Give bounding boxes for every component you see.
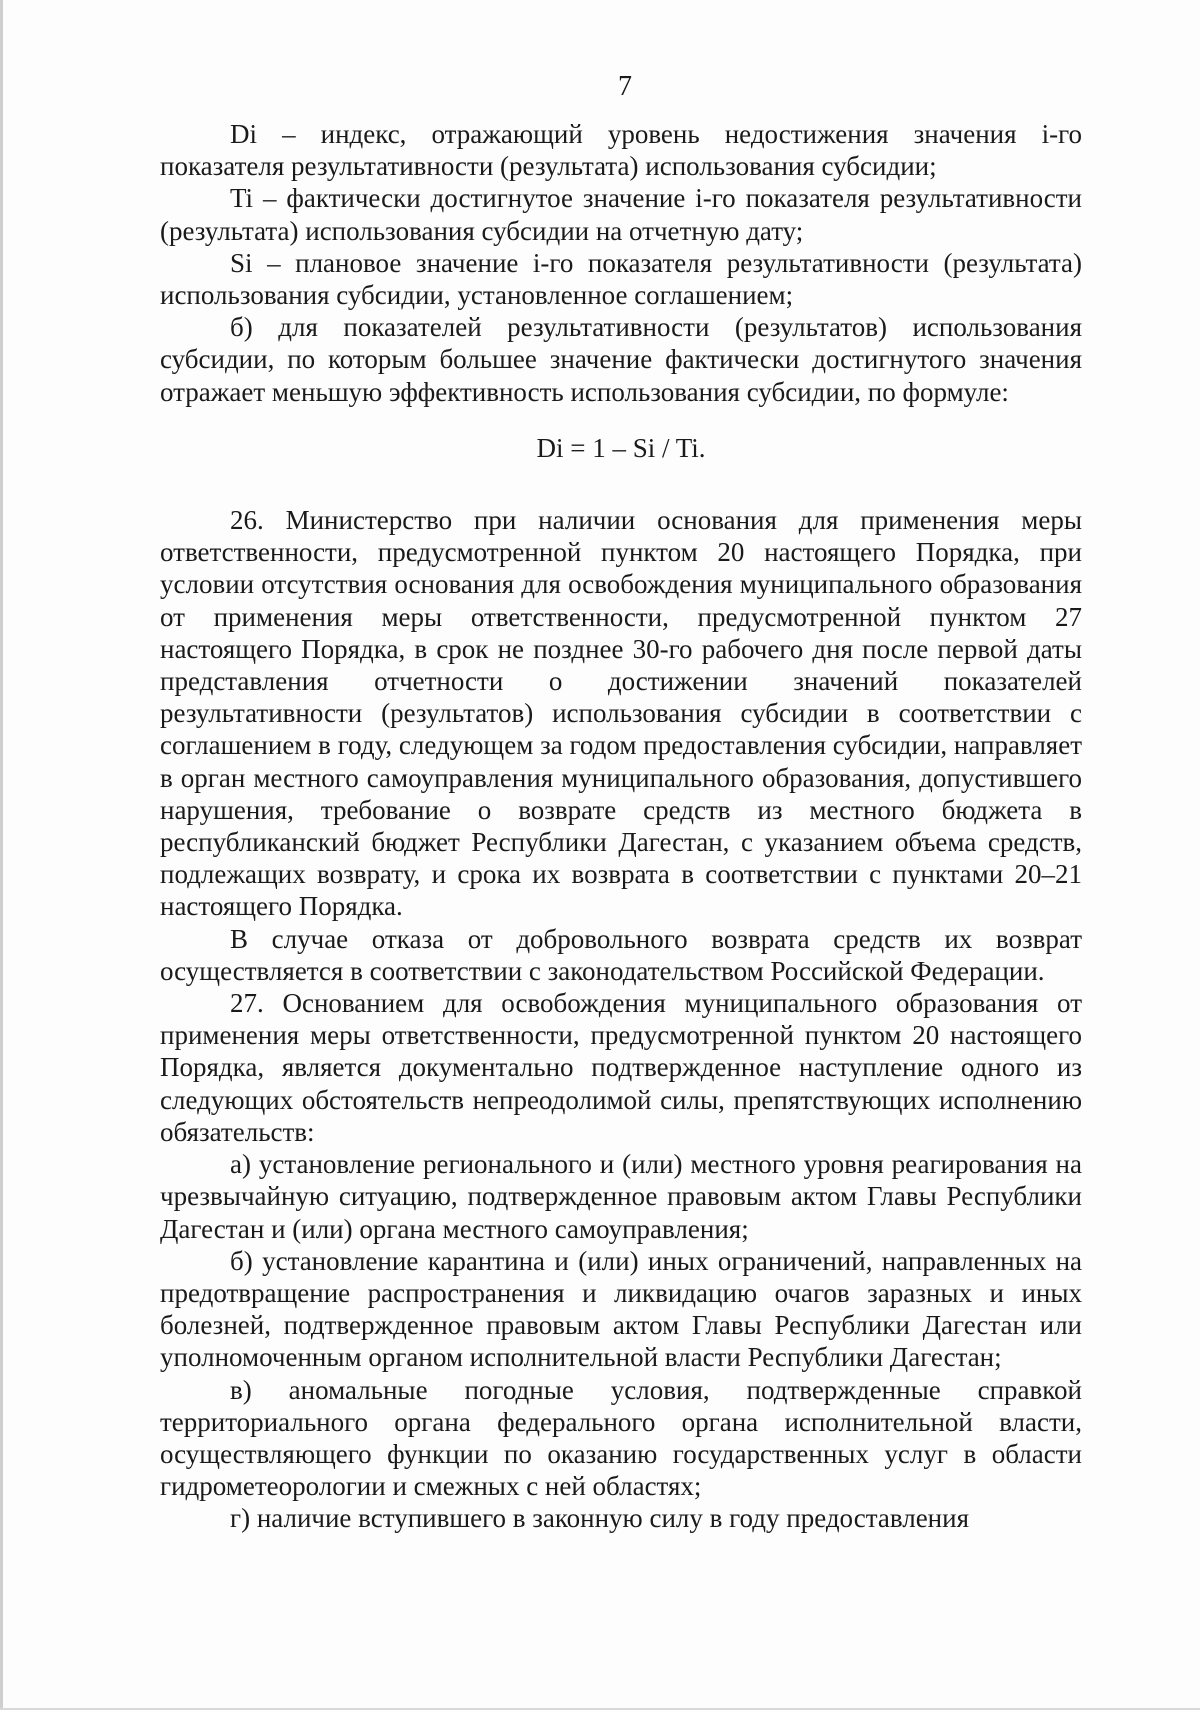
definition-si: Si – плановое значение i-го показателя результативности (результата) использования субсидии, установленное соглашением; [160,247,1082,311]
formula: Di = 1 – Si / Ti. [536,432,706,463]
clause-27-item-b: б) установление карантина и (или) иных ограничений, направленных на предотвращение распространения и ликвидацию очагов заразных и иных болезней, подтвержденное правовым актом Главы Республики Дагестан или уполномоченным органом исполнительной власти Республики Дагестан; [160,1245,1082,1373]
definition-ti: Ti – фактически достигнутое значение i-го показателя результативности (результата) использования субсидии на отчетную дату; [160,183,1082,246]
page-number: 7 [618,71,632,102]
item-b-formula-intro: б) для показателей результативности (результатов) использования субсидии, по которым большее значение фактически достигнутого значения отражает меньшую эффективность использования субсидии, по формуле: [160,312,1082,407]
document-body [160,118,1082,1535]
scan-edge-left [0,0,3,1710]
clause-27: 27. Основанием для освобождения муниципального образования от применения меры ответственности, предусмотренной пунктом 20 настоящего Порядка, является документально подтвержденное наступление одного из следующих обстоятельств непреодолимой силы, препятствующих исполнению обязательств: [160,988,1082,1147]
clause-27-item-v: в) аномальные погодные условия, подтвержденные справкой территориального органа федерального органа исполнительной власти, осуществляющего функции по оказанию государственных услуг в области гидрометеорологии и смежных с ней областях; [160,1374,1082,1502]
clause-27-item-g: г) наличие вступившего в законную силу в году предоставления [230,1503,969,1534]
clause-27-item-a: а) установление регионального и (или) местного уровня реагирования на чрезвычайную ситуацию, подтвержденное правовым актом Главы Республики Дагестан и (или) органа местного самоуправления; [160,1149,1082,1244]
clause-26-refusal: В случае отказа от добровольного возврата средств их возврат осуществляется в соответствии с законодательством Российской Федерации. [160,923,1082,986]
clause-26: 26. Министерство при наличии основания для применения меры ответственности, предусмотренной пунктом 20 настоящего Порядка, при условии отсутствия основания для освобождения муниципального образования от применения меры ответственности, предусмотренной пунктом 27 настоящего Порядка, в срок не позднее 30-го рабочего дня после первой даты представления отчетности о достижении значений показателей результативности (результатов) использования субсидии в соответствии с соглашением в году, следующем за годом предоставления субсидии, направляет в орган местного самоуправления муниципального образования, допустившего нарушения, требование о возврате средств из местного бюджета в республиканский бюджет Республики Дагестан, с указанием объема средств, подлежащих возврату, и срока их возврата в соответствии с пунктами 20–21 настоящего Порядка. [160,505,1082,922]
definition-di: Di – индекс, отражающий уровень недостижения значения i-го показателя результативности (результата) использования субсидии; [160,119,1082,182]
